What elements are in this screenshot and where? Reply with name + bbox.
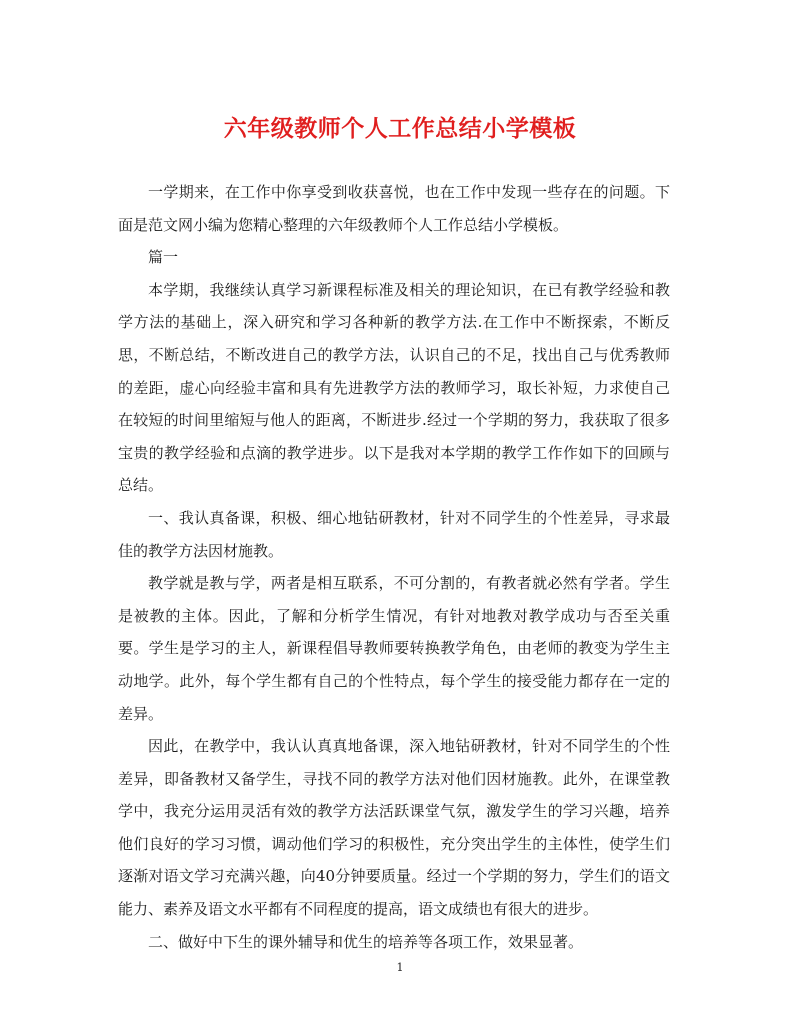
paragraph-point-two: 二、做好中下生的课外辅导和优生的培养等各项工作，效果显著。 bbox=[148, 932, 584, 951]
paragraph-section-heading: 篇一 bbox=[148, 248, 179, 267]
paragraph-intro: 一学期来，在工作中你享受到收获喜悦，也在工作中发现一些存在的问题。下面是范文网小编为您精心整理的六年级教师个人工作总结小学模板。 bbox=[118, 183, 670, 234]
document-body bbox=[118, 176, 670, 958]
paragraph-body: 本学期，我继续认真学习新课程标准及相关的理论知识，在已有教学经验和教学方法的基础上，深入研究和学习各种新的教学方法.在工作中不断探索，不断反思，不断总结，不断改进自己的教学方法，认识自己的不足，找出自己与优秀教师的差距，虚心向经验丰富和具有先进教学方法的教师学习，取长补短，力求使自己在较短的时间里缩短与他人的距离，不断进步.经过一个学期的努力，我获取了很多宝贵的教学经验和点滴的教学进步。以下是我对本学期的教学工作作如下的回顾与总结。 bbox=[118, 280, 670, 495]
page-number: 1 bbox=[396, 961, 404, 974]
paragraph-point-one: 一、我认真备课，积极、细心地钻研教材，针对不同学生的个性差异，寻求最佳的教学方法因材施教。 bbox=[118, 508, 670, 560]
paragraph-body: 教学就是教与学，两者是相互联系，不可分割的，有教者就必然有学者。学生是被教的主体。因此，了解和分析学生情况，有针对地教对教学成功与否至关重要。学生是学习的主人，新课程倡导教师要转换教学角色，由老师的教变为学生主动地学。此外，每个学生都有自己的个性特点，每个学生的接受能力都存在一定的差异。 bbox=[118, 574, 670, 723]
document-title: 六年级教师个人工作总结小学模板 bbox=[223, 115, 577, 142]
paragraph-body: 因此，在教学中，我认认真真地备课，深入地钻研教材，针对不同学生的个性差异，即备教材又备学生，寻找不同的教学方法对他们因材施教。此外，在课堂教学中，我充分运用灵活有效的教学方法活跃课堂气氛，激发学生的学习兴趣，培养他们良好的学习习惯，调动他们学习的积极性，充分突出学生的主体性，使学生们逐渐对语文学习充满兴趣，向40分钟要质量。经过一个学期的努力，学生们的语文能力、素养及语文水平都有不同程度的提高，语文成绩也有很大的进步。 bbox=[118, 737, 670, 919]
